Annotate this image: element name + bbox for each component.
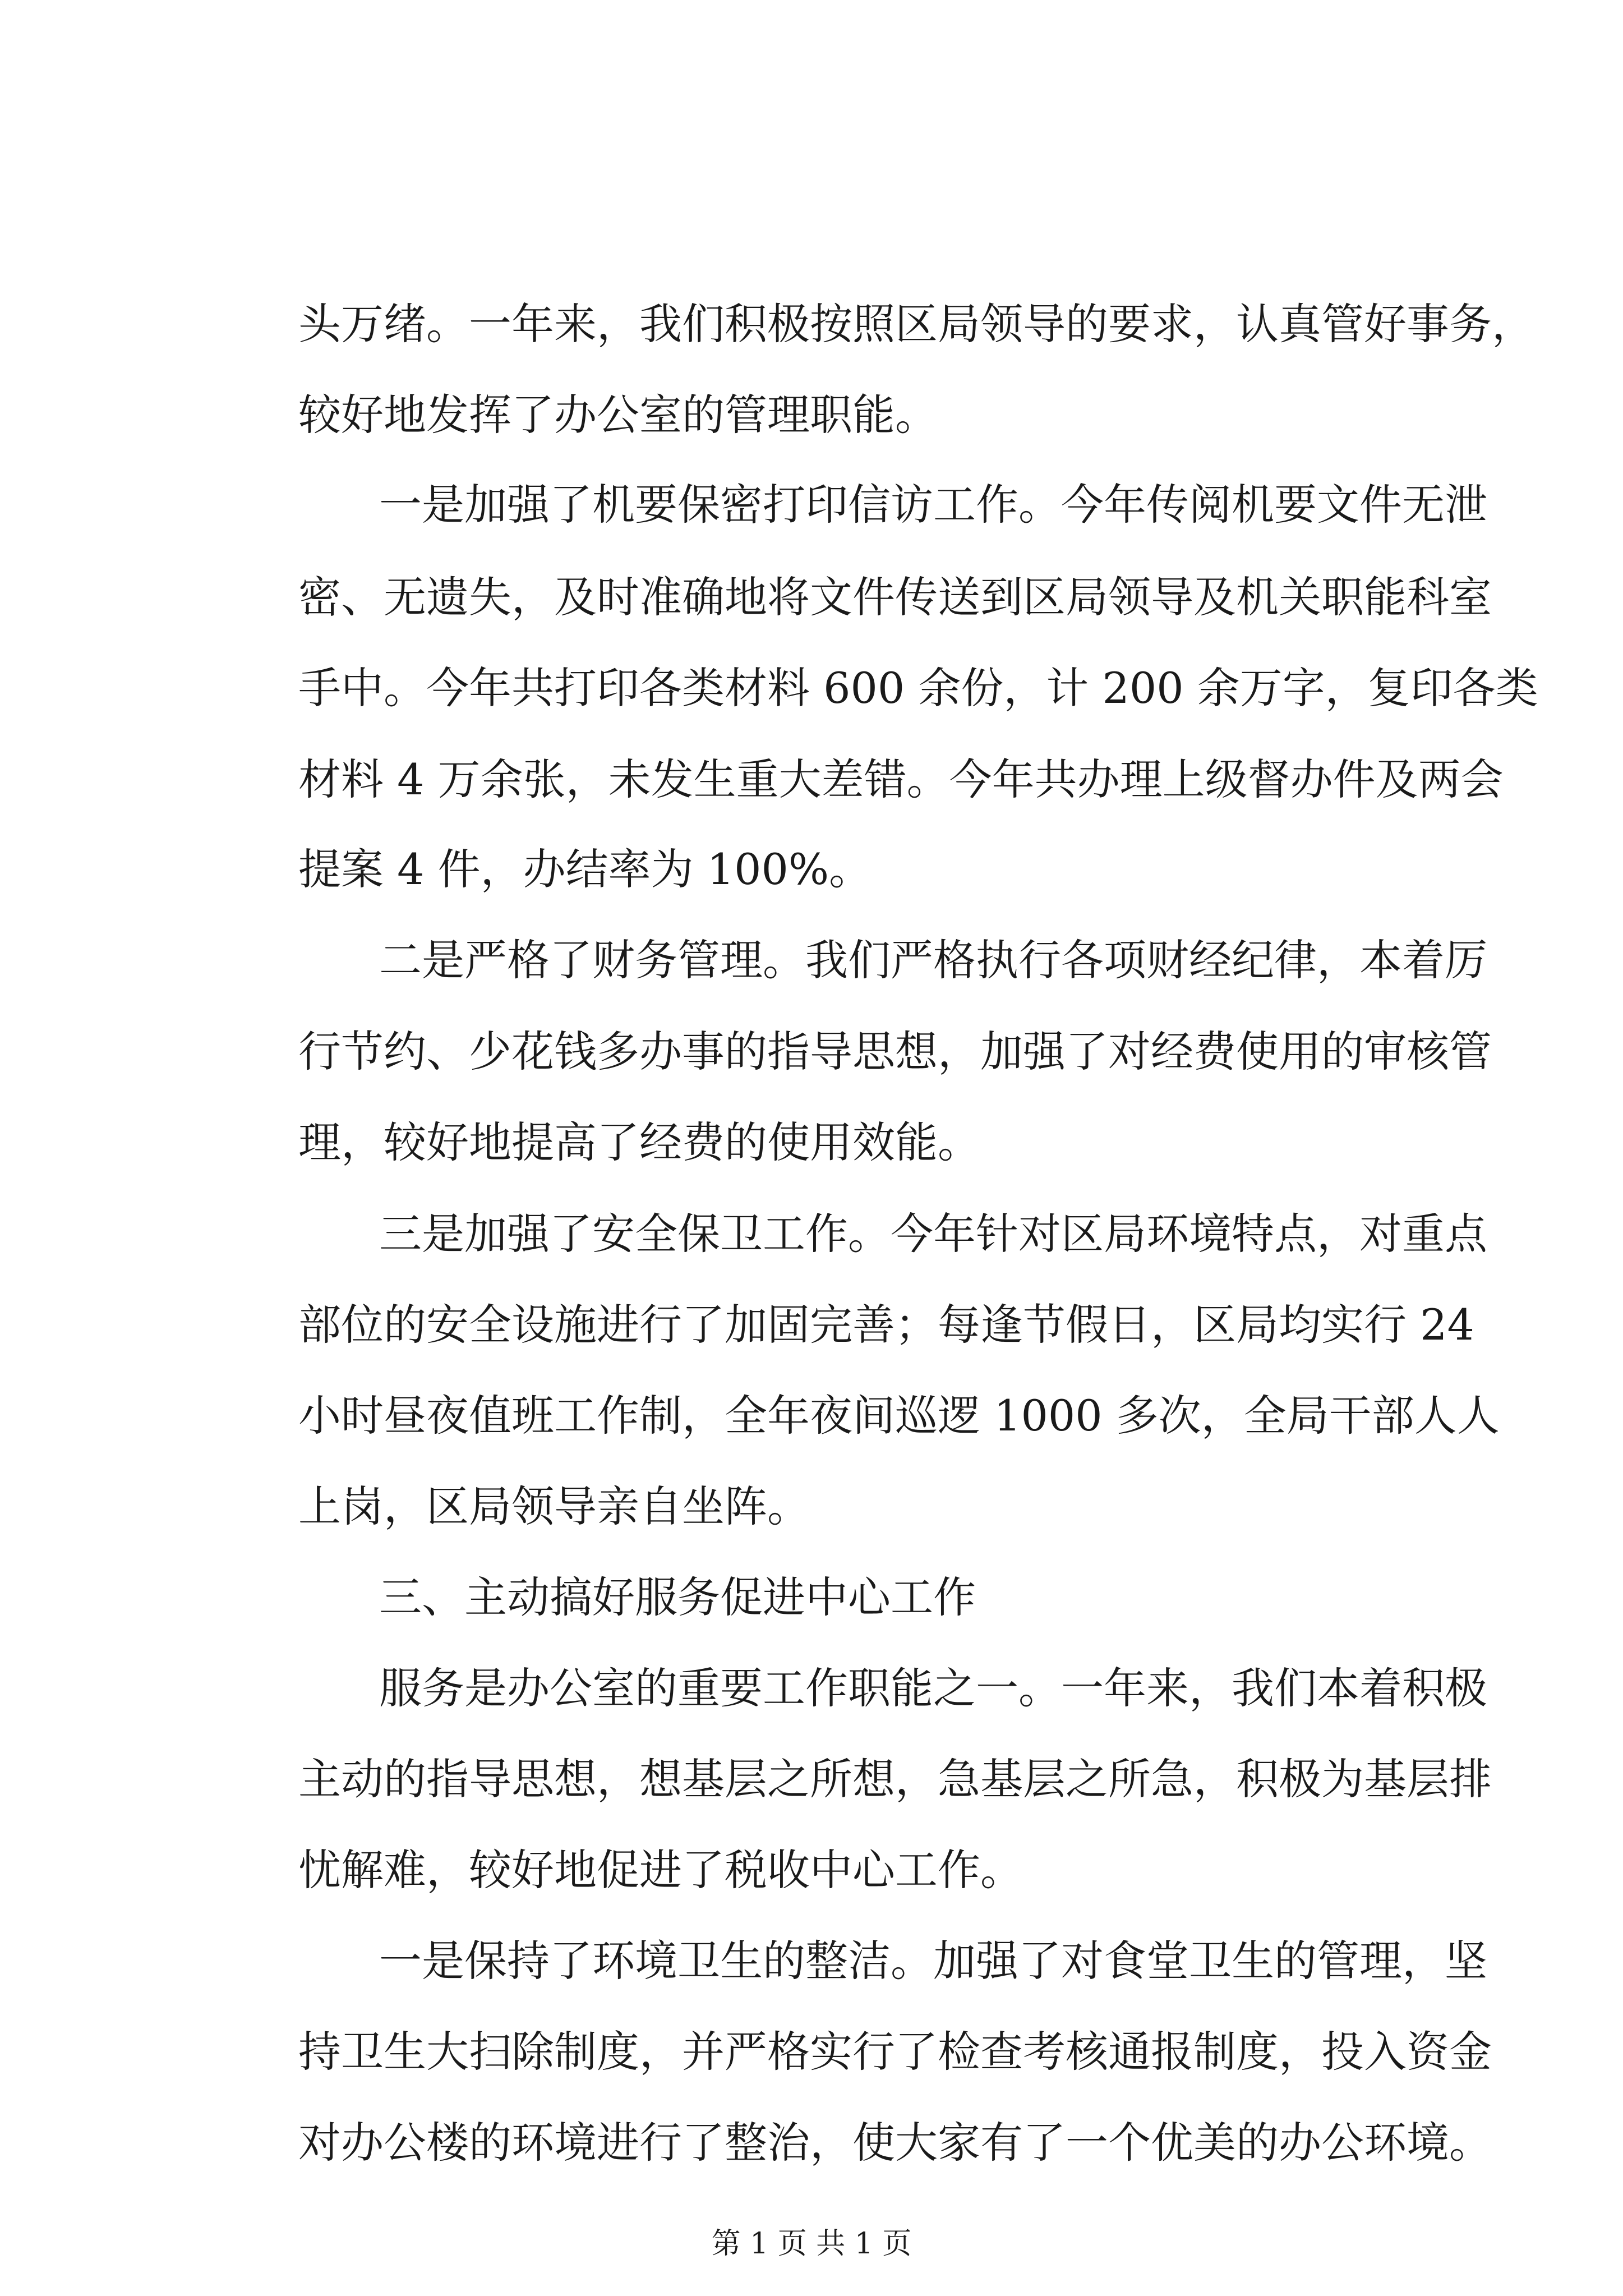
paragraph-line: 二是严格了财务管理。我们严格执行各项财经纪律，本着厉 [379,935,1487,985]
paragraph-line: 材料 4 万余张，未发生重大差错。今年共办理上级督办件及两会 [298,754,1504,804]
paragraph-line: 主动的指导思想，想基层之所想，急基层之所急，积极为基层排 [298,1754,1492,1804]
paragraph-line: 持卫生大扫除制度，并严格实行了检查考核通报制度，投入资金 [298,2027,1492,2077]
paragraph-line: 较好地发挥了办公室的管理职能。 [298,390,938,440]
paragraph-line: 密、无遗失，及时准确地将文件传送到区局领导及机关职能科室 [298,572,1492,622]
paragraph-line: 忧解难，较好地促进了税收中心工作。 [298,1845,1023,1895]
paragraph-line: 一是加强了机要保密打印信访工作。今年传阅机要文件无泄 [379,480,1487,530]
paragraph-line: 三是加强了安全保卫工作。今年针对区局环境特点，对重点 [379,1209,1487,1259]
paragraph-line: 服务是办公室的重要工作职能之一。一年来，我们本着积极 [379,1663,1487,1713]
paragraph-line: 行节约、少花钱多办事的指导思想，加强了对经费使用的审核管 [298,1027,1492,1076]
paragraph-line: 对办公楼的环境进行了整治，使大家有了一个优美的办公环境。 [298,2118,1492,2168]
section-heading: 三、主动搞好服务促进中心工作 [379,1572,976,1622]
paragraph-line: 上岗，区局领导亲自坐阵。 [298,1481,810,1531]
paragraph-line: 头万绪。一年来，我们积极按照区局领导的要求，认真管好事务， [298,299,1534,349]
paragraph-line: 小时昼夜值班工作制，全年夜间巡逻 1000 多次，全局干部人人 [298,1391,1500,1441]
paragraph-line: 一是保持了环境卫生的整洁。加强了对食堂卫生的管理，坚 [379,1936,1487,1986]
page-footer: 第 1 页 共 1 页 [711,2227,912,2261]
paragraph-line: 部位的安全设施进行了加固完善；每逢节假日，区局均实行 24 [298,1300,1474,1350]
paragraph-line: 手中。今年共打印各类材料 600 余份，计 200 余万字，复印各类 [298,663,1538,713]
paragraph-line: 提案 4 件，办结率为 100%。 [298,844,872,894]
paragraph-line: 理，较好地提高了经费的使用效能。 [298,1117,980,1167]
